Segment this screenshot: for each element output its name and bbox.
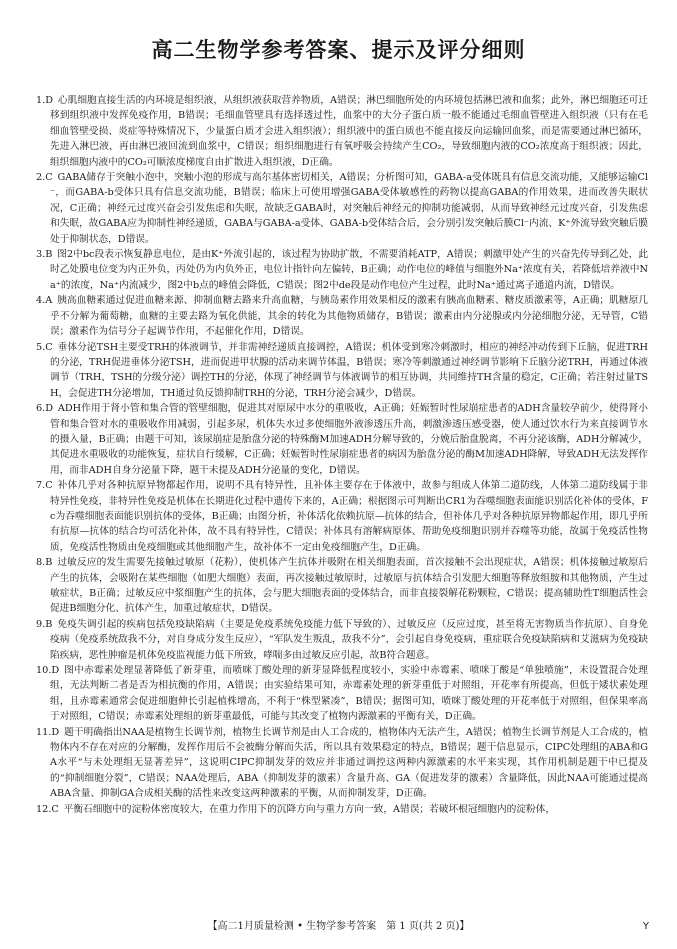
answer-number: 5.C: [36, 341, 53, 353]
answer-number: 2.C: [36, 172, 53, 184]
answer-number: 1.D: [36, 95, 54, 106]
answer-item: [36, 478, 648, 555]
answer-number: 9.B: [36, 618, 53, 630]
answer-item: [36, 93, 648, 170]
answer-number: 10.D: [36, 665, 60, 677]
answer-explanation: 免疫失调引起的疾病包括免疫缺陷病（主要是免疫系统免疫能力低下导致的）、过敏反应（反应过度，甚至将无害物质当作抗原）、自身免疫病（免疫系统敌我不分，对自身成分发生反应），“军队发生叛乱，敌我不分”，会引起自身免疫病，重症联合免疫缺陷病和艾滋病为免疫缺陷疾病，恶性肿瘤是机体免疫监视能力低下所致，哮喘多由过敏反应引起，故B符合题意。: [50, 618, 648, 661]
answer-item: [36, 247, 648, 293]
answer-item: [36, 555, 648, 617]
answer-explanation: 补体几乎对各种抗原异物都起作用，说明不具有特异性，且补体主要存在于体液中，故参与组成人体第二道防线，人体第二道防线属于非特异性免疫，非特异性免疫是机体在长期进化过程中遗传下来的，A正确；根据图示可判断出CR1为吞噬细胞表面能识别活化补体的受体，Fc为吞噬细胞表面能识别抗体的受体，B正确；由图分析，补体活化依赖抗原—抗体的结合，但补体几乎对各种抗原异物都起作用，即几乎所有抗原—抗体的结合均可活化补体，故不具有特异性，C错误；补体具有溶解病原体、帮助免疫细胞识别并吞噬等功能，故属于免疫活性物质，免疫活性物质由免疫细胞或其他细胞产生，故补体不一定由免疫细胞产生，D正确。: [50, 480, 648, 553]
answer-explanation: GABA储存于突触小泡中，突触小泡的形成与高尔基体密切相关，A错误；分析图可知，GABA-a受体既具有信息交流功能，又能够运输Cl⁻，而GABA-b受体只具有信息交流功能，B错误；临床上可使用增强GABA受体敏感性的药物以提高GABA的作用效果，进而改善失眠状况，C正确；神经元过度兴奋会引发焦虑和失眠，故缺乏GABA时，对突触后神经元的抑制功能减弱，从而导致神经元过度兴奋，引发焦虑和失眠，故GABA应为抑制性神经递质，GABA与GABA-a受体、GABA-b受体结合后，会分别引发突触后膜Cl⁻内流、K⁺外流导致突触后膜处于抑制状态，D错误。: [50, 172, 648, 245]
answer-item: [36, 293, 648, 339]
answer-item: [36, 802, 648, 817]
answer-explanation: 垂体分泌TSH主要受TRH的体液调节，并非需神经递质直接调控，A错误；机体受到寒冷刺激时，相应的神经冲动传到下丘脑，促进TRH的分泌，TRH促进垂体分泌TSH，进而促进甲状腺的活动来调节体温，B错误；寒冷等刺激通过神经调节影响下丘脑分泌TRH，再通过体液调节（TRH、TSH的分级分泌）调控TH的分泌，体现了神经调节与体液调节的相互协调，共同维持TH含量的稳定，C正确；若注射过量TSH，会促进TH分泌增加，TH通过负反馈抑制TRH的分泌，TRH分泌会减少，D错误。: [50, 341, 648, 399]
answer-explanation: ADH作用于肾小管和集合管的管壁细胞，促进其对原尿中水分的重吸收，A正确；妊娠暂时性尿崩症患者的ADH含量较孕前少，使得肾小管和集合管对水的重吸收作用减弱，引起多尿，机体失水过多使细胞外液渗透压升高，刺激渗透压感受器，使人通过饮水行为来直接调节水的摄入量，B正确；由题干可知，该尿崩症是胎盘分泌的特殊酶M加速ADH分解导致的，分娩后胎盘脱离，不再分泌该酶，ADH分解减少，其促进水重吸收的功能恢复，症状自行缓解，C正确；妊娠暂时性尿崩症患者的病因为胎盘分泌的酶M加速ADH降解，导致ADH无法发挥作用，而非ADH自身分泌量下降，题干未提及ADH分泌量的变化，D错误。: [50, 403, 648, 476]
footer-mark: Y: [642, 921, 649, 932]
answer-explanation: 平衡石细胞中的淀粉体密度较大，在重力作用下的沉降方向与重力方向一致，A错误；若破坏根冠细胞内的淀粉体，: [63, 803, 556, 815]
answer-item: [36, 617, 648, 663]
answer-explanation: 题干明确指出NAA是植物生长调节剂，植物生长调节剂是由人工合成的，植物体内无法产生，A错误；植物生长调节剂是人工合成的，植物体内不存在对应的分解酶，发挥作用后不会被酶分解而失活，所以具有效果稳定的特点，B错误；题干信息显示，CIPC处理组的ABA和GA水平“与未处理组无显著差异”，这说明CIPC抑制发芽的效应并非通过调控这两种内源激素的水平来实现，其作用机制是题干中已提及的“抑制细胞分裂”，C错误；NAA处理后，ABA（抑制发芽的激素）含量升高、GA（促进发芽的激素）含量降低，因此NAA可能通过提高ABA含量、抑制GA合成相关酶的活性来改变这两种激素的平衡，从而抑制发芽，D正确。: [50, 726, 648, 800]
footer-text: 【高二1月质量检测 • 生物学参考答案 第 1 页(共 2 页)】: [207, 921, 470, 932]
answer-number: 4.A: [36, 295, 53, 307]
answer-number: 3.B: [36, 249, 53, 261]
answer-explanation: 胰高血糖素通过促进血糖来源、抑制血糖去路来升高血糖，与胰岛素作用效果相反的激素有胰高血糖素、糖皮质激素等，A正确；肌糖原几乎不分解为葡萄糖，血糖的主要去路为氧化供能，其余的转化为其他物质储存，B错误；激素由内分泌腺或内分泌细胞分泌，无导管，C错误；激素作为信号分子起调节作用，不起催化作用，D错误。: [50, 295, 648, 338]
page-title: 高二生物学参考答案、提示及评分细则: [151, 38, 526, 62]
answer-number: 7.C: [36, 480, 53, 492]
answer-item: [36, 663, 648, 725]
answer-item: [36, 340, 648, 402]
answer-explanation: 过敏反应的发生需要先接触过敏原（花粉），使机体产生抗体并吸附在相关细胞表面，首次接触不会出现症状，A错误；机体接触过敏原后产生的抗体，会吸附在某些细胞（如肥大细胞）表面，再次接触过敏原时，过敏原与抗体结合引发肥大细胞等释放组胺和其他物质，产生过敏症状，B正确；过敏反应中浆细胞产生的抗体，会与肥大细胞表面的受体结合，而非直接裂解花粉颗粒，C错误；提高辅助性T细胞活性会促进B细胞分化、抗体产生，加重过敏症状，D错误。: [50, 557, 648, 615]
answer-explanation: 图2中bc段表示恢复静息电位，是由K⁺外流引起的，该过程为协助扩散，不需要消耗ATP，A错误；刺激甲处产生的兴奋先传导到乙处，此时乙处膜电位变为内正外负，丙处仍为内负外正，电位计指针向左偏转，B正确；动作电位的峰值与细胞外Na⁺浓度有关，若降低培养液中Na⁺的浓度，Na⁺内流减少，图2中b点的峰值会降低，C错误；图2中de段是动作电位产生过程，此时Na⁺通过离子通道内流，D错误。: [50, 249, 648, 291]
answer-number: 8.B: [36, 557, 53, 569]
answer-number: 6.D: [36, 403, 54, 415]
answer-list: [36, 93, 648, 817]
answer-item: [36, 401, 648, 478]
answer-explanation: 心肌细胞直接生活的内环境是组织液，从组织液获取营养物质，A错误；淋巴细胞所处的内环境包括淋巴液和血浆；此外，淋巴细胞还可迁移到组织液中发挥免疫作用，B错误；毛细血管壁具有选择透过性，血浆中的大分子蛋白质一般不能通过毛细血管壁进入组织液（只有在毛细血管壁受损、炎症等特殊情况下，少量蛋白质才会进入组织液）；组织液中的蛋白质也不能直接反向运输回血浆，而是需要通过淋巴循环，先进入淋巴液，再由淋巴液回流到血浆中，C错误；组织细胞进行有氧呼吸会持续产生CO₂，导致细胞内液的CO₂浓度高于组织液；因此，组织细胞内液中的CO₂可顺浓度梯度自由扩散进入组织液，D正确。: [50, 95, 648, 168]
answer-item: [36, 725, 648, 802]
answer-item: [36, 170, 648, 247]
answer-number: 11.D: [36, 726, 60, 738]
answer-explanation: 图中赤霉素处理显著降低了新芽重，而喷咪丁酸处理的新芽显降低程度较小，实验中赤霉素、喷咪丁酸是“单独喷施”，未设置混合处理组，无法判断二者是否为相抗衡的作用，A错误；由实验结果可知，赤霉素处理的新芽重低于对照组，开花率有所提高，但低于矮状素处理组，且赤霉素通常会促进细胞伸长引起植株增高，不利于“株型紧凑”，B错误；据图可知，喷咪丁酸处理的开花率低于对照组，但保果率高于对照组，C错误；赤霉素处理组的新芽重最低，可能与其改变了植物内源激素的平衡有关，D正确。: [50, 665, 648, 723]
answer-number: 12.C: [36, 803, 59, 815]
